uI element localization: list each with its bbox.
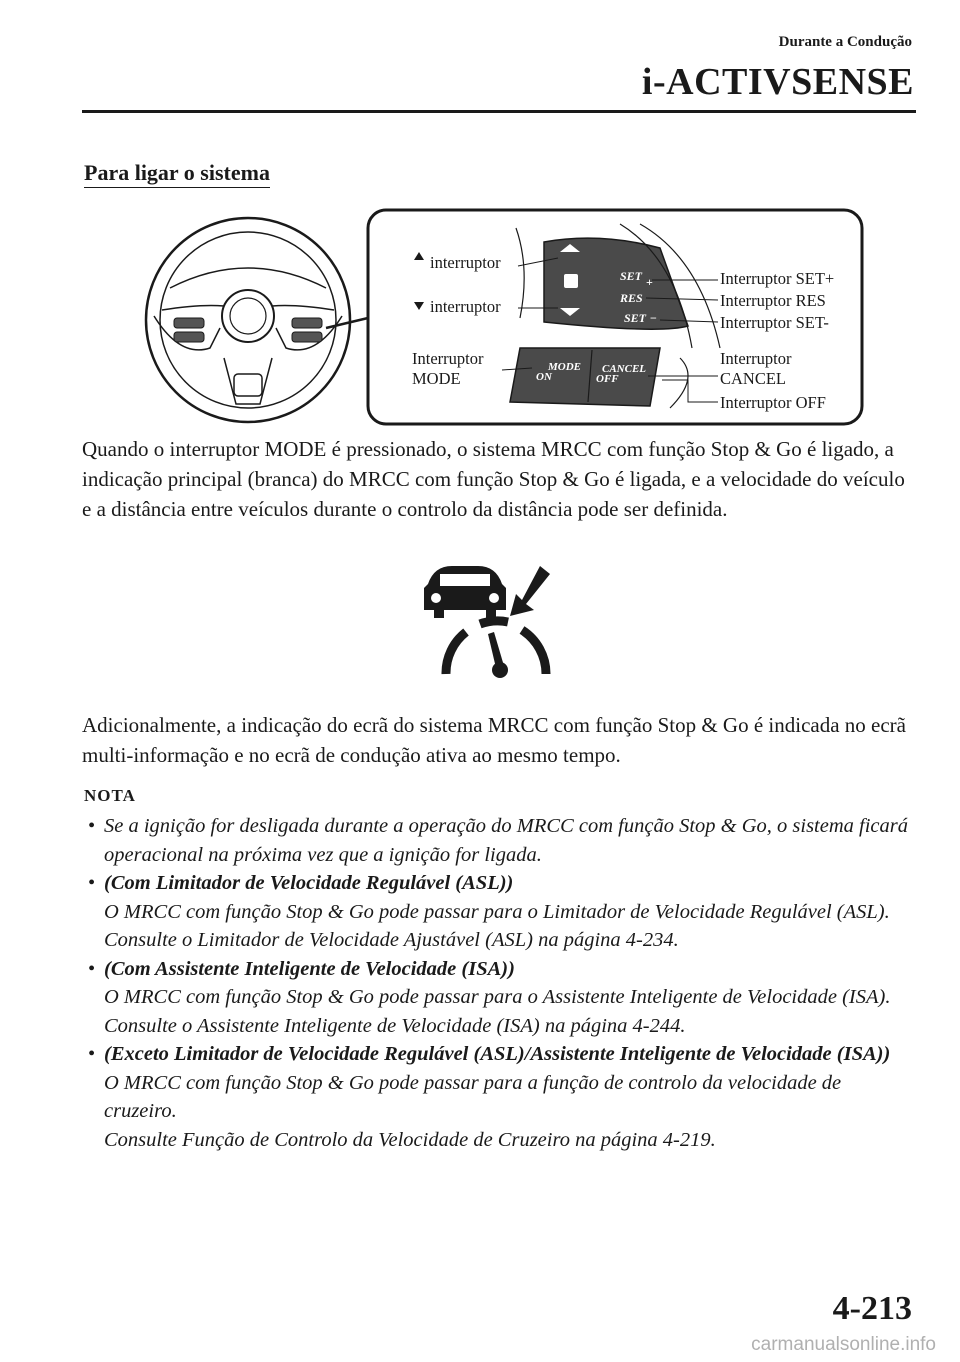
nota-item-text: O MRCC com função Stop & Go pode passar para a função de controlo da velocidade de cruzeiro. — [104, 1071, 842, 1122]
btn-plus-text: + — [646, 275, 653, 289]
nota-item-reference: Consulte o Limitador de Velocidade Ajustável (ASL) na página 4-234. — [104, 929, 679, 951]
label-off: Interruptor OFF — [720, 393, 826, 412]
label-set-plus: Interruptor SET+ — [720, 269, 835, 288]
nota-item-text: O MRCC com função Stop & Go pode passar para o Assistente Inteligente de Velocidade (ISA). — [104, 986, 891, 1008]
nota-item-heading: (Com Assistente Inteligente de Velocidade (ISA)) — [104, 957, 515, 980]
nota-item — [86, 812, 916, 869]
label-cancel-line1: Interruptor — [720, 349, 792, 368]
nota-item — [86, 955, 916, 1041]
btn-on-text: ON — [536, 371, 552, 383]
btn-mode-text: MODE — [548, 361, 582, 373]
nota-item — [86, 1040, 916, 1154]
btn-cancel-text: CANCEL — [602, 363, 647, 375]
watermark: carmanualsonline.info — [751, 1334, 936, 1355]
page-number: 4-213 — [832, 1290, 912, 1327]
nota-item-reference: Consulte Função de Controlo da Velocidade de Cruzeiro na página 4-219. — [104, 1128, 716, 1151]
nota-title: NOTA — [84, 786, 136, 805]
nota-item-text: O MRCC com função Stop & Go pode passar para o Limitador de Velocidade Regulável (ASL). — [104, 900, 890, 923]
nota-item-reference: Consulte o Assistente Inteligente de Velocidade (ISA) na página 4-244. — [104, 1014, 686, 1037]
steering-switch-figure — [140, 208, 866, 430]
label-res: Interruptor RES — [720, 291, 826, 310]
paragraph-1: Quando o interruptor MODE é pressionado, o sistema MRCC com função Stop & Go é ligado, a indicação principal (branca) do MRCC com função Stop & Go é ligada, e a velocidade do veículo e a distância entre veículos durante o controlo da distância pode ser definida. — [82, 437, 905, 521]
steering-wheel-illustration — [146, 218, 368, 422]
nota-item-heading: (Com Limitador de Velocidade Regulável (ASL)) — [104, 872, 514, 894]
header-section: Durante a Condução — [778, 34, 912, 50]
header-chapter: i-ACTIVSENSE — [641, 61, 914, 103]
nota-bullet: • — [88, 815, 96, 837]
btn-set-minus-text: SET — [624, 311, 647, 325]
label-set-minus: Interruptor SET- — [720, 313, 829, 332]
nota-bullet: • — [88, 957, 96, 980]
label-mode-line1: Interruptor — [412, 349, 484, 368]
mrcc-stop-and-go-indicator-icon — [422, 562, 568, 680]
label-mode-line2: MODE — [412, 369, 461, 388]
label-up-switch: interruptor — [430, 253, 501, 272]
label-cancel-line2: CANCEL — [720, 369, 786, 388]
btn-minus-text: − — [650, 311, 657, 325]
section-title: Para ligar o sistema — [84, 160, 270, 188]
nota-bullet: • — [88, 872, 96, 894]
btn-off-text: OFF — [596, 373, 619, 385]
label-down-switch: interruptor — [430, 297, 501, 316]
nota-bullet: • — [88, 1043, 96, 1065]
btn-res-text: RES — [620, 291, 643, 305]
btn-set-plus-text: SET — [620, 269, 643, 283]
nota-item-heading: (Exceto Limitador de Velocidade Regulável (ASL)/Assistente Inteligente de Velocidade (ISA)) — [104, 1043, 891, 1065]
header-rule — [82, 110, 916, 113]
nota-item-text: Se a ignição for desligada durante a operação do MRCC com função Stop & Go, o sistema ficará operacional na próxima vez que a ignição for ligada. — [104, 815, 908, 866]
paragraph-2: Adicionalmente, a indicação do ecrã do sistema MRCC com função Stop & Go é indicada no ecrã multi-informação e no ecrã de condução ativa ao mesmo tempo. — [82, 713, 906, 767]
nota-list — [86, 812, 916, 1154]
nota-item — [86, 869, 916, 955]
